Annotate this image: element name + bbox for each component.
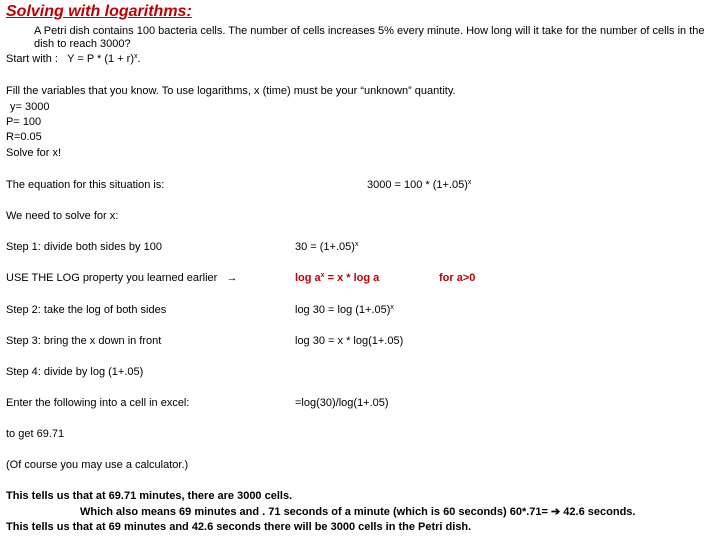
log-rule-pre: log a	[295, 272, 321, 284]
step-3-result: log 30 = x * log(1+.05)	[295, 335, 404, 347]
equation-value	[367, 179, 471, 192]
conclusion-line-2-text: Which also means 69 minutes and . 71 seconds of a minute (which is 60 seconds) 60*.71=	[80, 506, 548, 518]
step-1-result	[295, 241, 358, 254]
conclusion-line-2	[80, 506, 635, 519]
step-1-label: Step 1: divide both sides by 100	[6, 241, 162, 253]
step-2-exponent: x	[390, 304, 394, 311]
step-1-exponent: x	[354, 241, 359, 248]
log-property-label	[6, 272, 238, 285]
problem-statement: A Petri dish contains 100 bacteria cells. The number of cells increases 5% every minute. How long will it take for the number of cells in the dish to reach 3000?	[34, 25, 705, 50]
step-2-label: Step 2: take the log of both sides	[6, 304, 167, 316]
step-2-result	[295, 304, 394, 317]
variable-r: R=0.05	[6, 131, 42, 143]
conclusion-line-2-end: 42.6 seconds.	[560, 506, 636, 518]
conclusion-line-3: This tells us that at 69 minutes and 42.6 seconds there will be 3000 cells in the Petri dish.	[6, 521, 472, 533]
log-rule	[295, 272, 379, 285]
log-rule-post: = x * log a	[324, 272, 380, 284]
start-with-formula: Y = P * (1 + r)	[67, 53, 134, 65]
page-title: Solving with logarithms:	[6, 3, 192, 20]
excel-label: Enter the following into a cell in excel:	[6, 397, 190, 409]
calculator-note: (Of course you may use a calculator.)	[6, 459, 189, 471]
bold-arrow-icon: ➔	[551, 506, 561, 518]
step-4-label: Step 4: divide by log (1+.05)	[6, 366, 144, 378]
excel-formula: =log(30)/log(1+.05)	[295, 397, 389, 409]
equation-formula: 3000 = 100 * (1+.05)	[367, 179, 468, 191]
log-rule-condition: for a>0	[439, 272, 476, 284]
step-2-formula: log 30 = log (1+.05)	[295, 304, 391, 316]
variable-p: P= 100	[6, 116, 42, 128]
variable-y: y= 3000	[10, 101, 50, 113]
start-with-label: Start with :	[6, 53, 58, 65]
log-rule-exponent: x	[320, 272, 325, 279]
solve-for-x: Solve for x!	[6, 147, 62, 159]
result-text: to get 69.71	[6, 428, 65, 440]
start-with-exponent: x	[134, 53, 138, 60]
log-property-text: USE THE LOG property you learned earlier	[6, 272, 218, 284]
equation-label: The equation for this situation is:	[6, 179, 165, 191]
start-with-end: .	[137, 53, 141, 65]
arrow-right-icon: →	[226, 272, 238, 284]
solve-intro: We need to solve for x:	[6, 210, 119, 222]
fill-intro: Fill the variables that you know. To use logarithms, x (time) must be your “unknown” quantity.	[6, 85, 456, 97]
step-1-formula: 30 = (1+.05)	[295, 241, 355, 253]
start-with-line	[6, 53, 141, 66]
conclusion-line-1: This tells us that at 69.71 minutes, there are 3000 cells.	[6, 490, 293, 502]
equation-exponent: x	[467, 179, 472, 186]
step-3-label: Step 3: bring the x down in front	[6, 335, 162, 347]
